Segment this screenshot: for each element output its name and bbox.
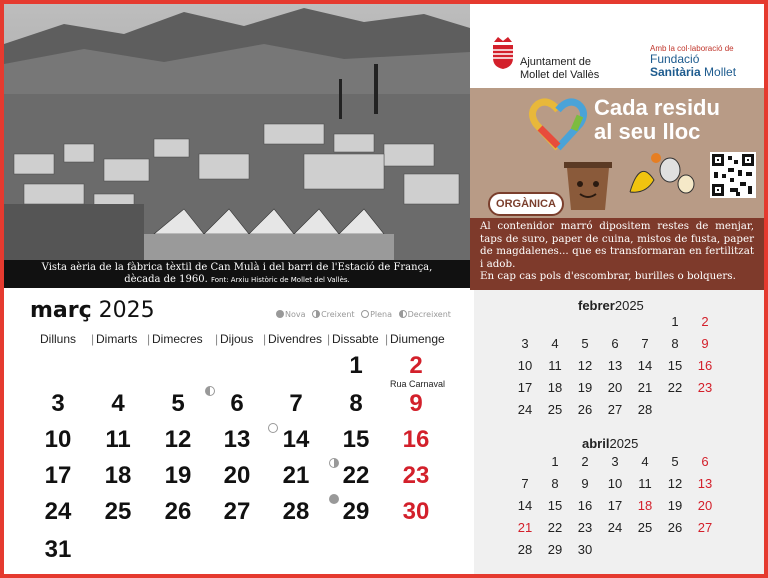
february-day[interactable]: 17 bbox=[517, 380, 533, 395]
february-day[interactable]: 23 bbox=[697, 380, 713, 395]
march-day[interactable]: 19 bbox=[164, 462, 192, 489]
recycling-panel bbox=[470, 88, 764, 218]
february-day[interactable]: 24 bbox=[517, 402, 533, 417]
march-day[interactable]: 14 bbox=[282, 426, 310, 453]
historical-photo bbox=[4, 4, 470, 288]
weekday-separator: | bbox=[147, 332, 151, 346]
april-day[interactable]: 18 bbox=[637, 498, 653, 513]
waxing-moon-icon bbox=[312, 310, 320, 318]
february-day[interactable]: 8 bbox=[671, 336, 679, 351]
recycle-heart-icon bbox=[528, 94, 588, 154]
april-day[interactable]: 9 bbox=[581, 476, 589, 491]
full-moon-icon bbox=[361, 310, 369, 318]
march-day[interactable]: 29 bbox=[342, 498, 370, 525]
weekday-2: Dimarts bbox=[96, 332, 138, 346]
april-day[interactable]: 11 bbox=[638, 476, 652, 491]
march-calendar bbox=[4, 290, 470, 574]
february-day[interactable]: 16 bbox=[697, 358, 713, 373]
april-day[interactable]: 22 bbox=[547, 520, 563, 535]
weekday-5: Divendres bbox=[268, 332, 323, 346]
moon-legend: Nova Creixent Plena Decreixent bbox=[276, 310, 455, 319]
recycling-warning: En cap cas pols d'escombrar, burilles o bolquers. bbox=[480, 270, 736, 282]
new-moon-icon bbox=[276, 310, 284, 318]
march-day[interactable]: 1 bbox=[349, 352, 363, 379]
recycling-title: Cada residu al seu lloc bbox=[594, 95, 720, 144]
february-day[interactable]: 12 bbox=[577, 358, 593, 373]
april-day[interactable]: 8 bbox=[551, 476, 559, 491]
waning-moon-icon bbox=[399, 310, 407, 318]
march-day[interactable]: 12 bbox=[164, 426, 192, 453]
weekday-1: Dilluns bbox=[40, 332, 77, 346]
february-day[interactable]: 22 bbox=[667, 380, 683, 395]
february-day[interactable]: 19 bbox=[577, 380, 593, 395]
food-waste-icon bbox=[620, 150, 700, 200]
april-day[interactable]: 2 bbox=[581, 454, 589, 469]
march-day[interactable]: 9 bbox=[409, 390, 423, 417]
mini-calendars bbox=[474, 290, 764, 574]
weekday-6: Dissabte bbox=[332, 332, 379, 346]
march-day[interactable]: 26 bbox=[164, 498, 192, 525]
march-day[interactable]: 15 bbox=[342, 426, 370, 453]
april-day[interactable]: 7 bbox=[521, 476, 529, 491]
april-day[interactable]: 30 bbox=[577, 542, 593, 557]
april-day[interactable]: 16 bbox=[577, 498, 593, 513]
april-day[interactable]: 4 bbox=[641, 454, 649, 469]
march-day[interactable]: 30 bbox=[402, 498, 430, 525]
weekday-separator: | bbox=[327, 332, 331, 346]
february-day[interactable]: 1 bbox=[671, 314, 679, 329]
april-day[interactable]: 27 bbox=[697, 520, 713, 535]
carnival-note: Rua Carnaval bbox=[390, 379, 446, 389]
march-day[interactable]: 7 bbox=[289, 390, 303, 417]
february-day[interactable]: 15 bbox=[667, 358, 683, 373]
organic-bin-icon bbox=[560, 154, 616, 212]
march-day[interactable]: 8 bbox=[349, 390, 363, 417]
february-day[interactable]: 2 bbox=[701, 314, 709, 329]
april-day[interactable]: 25 bbox=[637, 520, 653, 535]
photo-caption: Vista aèria de la fàbrica tèxtil de Can Mulà i del barri de l'Estació de França, dècada de 1960. Font: Arxiu Històric de Mollet del Vallès. bbox=[4, 260, 470, 288]
recycling-info bbox=[470, 218, 764, 290]
weekday-separator: | bbox=[263, 332, 267, 346]
qr-code-icon[interactable] bbox=[710, 152, 756, 198]
march-day[interactable]: 27 bbox=[223, 498, 251, 525]
april-day[interactable]: 24 bbox=[607, 520, 623, 535]
april-day[interactable]: 26 bbox=[667, 520, 683, 535]
april-day[interactable]: 6 bbox=[701, 454, 709, 469]
crest-icon bbox=[490, 36, 516, 70]
april-day[interactable]: 21 bbox=[517, 520, 533, 535]
april-day[interactable]: 12 bbox=[667, 476, 683, 491]
march-day[interactable]: 2 bbox=[409, 352, 423, 379]
february-day[interactable]: 27 bbox=[607, 402, 623, 417]
april-day[interactable]: 1 bbox=[551, 454, 559, 469]
april-day[interactable]: 28 bbox=[517, 542, 533, 557]
weekday-3: Dimecres bbox=[152, 332, 203, 346]
april-day[interactable]: 3 bbox=[611, 454, 619, 469]
new-moon-icon bbox=[268, 423, 278, 433]
waning-moon-icon bbox=[205, 386, 215, 396]
fundacio-logo: Amb la col·laboració de Fundació Sanitària Mollet bbox=[650, 44, 737, 79]
waxing-moon-icon bbox=[329, 458, 339, 468]
february-day[interactable]: 28 bbox=[637, 402, 653, 417]
march-day[interactable]: 17 bbox=[44, 462, 72, 489]
april-day[interactable]: 5 bbox=[671, 454, 679, 469]
february-day[interactable]: 3 bbox=[521, 336, 529, 351]
february-day[interactable]: 4 bbox=[551, 336, 559, 351]
march-day[interactable]: 31 bbox=[44, 536, 72, 563]
february-day[interactable]: 9 bbox=[701, 336, 709, 351]
march-day[interactable]: 25 bbox=[104, 498, 132, 525]
february-title: febrer2025 bbox=[578, 298, 644, 313]
march-day[interactable]: 6 bbox=[230, 390, 244, 417]
february-day[interactable]: 25 bbox=[547, 402, 563, 417]
march-day[interactable]: 20 bbox=[223, 462, 251, 489]
february-day[interactable]: 6 bbox=[611, 336, 619, 351]
march-day[interactable]: 23 bbox=[402, 462, 430, 489]
february-day[interactable]: 20 bbox=[607, 380, 623, 395]
april-day[interactable]: 29 bbox=[547, 542, 563, 557]
march-day[interactable]: 21 bbox=[282, 462, 310, 489]
april-day[interactable]: 14 bbox=[517, 498, 533, 513]
weekday-7: Diumenge bbox=[390, 332, 445, 346]
april-day[interactable]: 15 bbox=[547, 498, 563, 513]
april-day[interactable]: 13 bbox=[697, 476, 713, 491]
march-day[interactable]: 5 bbox=[171, 390, 185, 417]
february-day[interactable]: 13 bbox=[607, 358, 623, 373]
weekday-separator: | bbox=[91, 332, 95, 346]
february-day[interactable]: 5 bbox=[581, 336, 589, 351]
march-day[interactable]: 28 bbox=[282, 498, 310, 525]
february-day[interactable]: 11 bbox=[548, 358, 562, 373]
weekday-4: Dijous bbox=[220, 332, 254, 346]
february-day[interactable]: 10 bbox=[517, 358, 533, 373]
april-day[interactable]: 10 bbox=[607, 476, 623, 491]
weekday-separator: | bbox=[215, 332, 219, 346]
april-day[interactable]: 20 bbox=[697, 498, 713, 513]
sponsor-logos: Ajuntament de Mollet del Vallès Amb la col·laboració de Fundació Sanitària Mollet bbox=[470, 4, 764, 88]
april-day[interactable]: 23 bbox=[577, 520, 593, 535]
april-title: abril2025 bbox=[582, 436, 639, 451]
march-day[interactable]: 24 bbox=[44, 498, 72, 525]
march-day[interactable]: 10 bbox=[44, 426, 72, 453]
recycling-text: Al contenidor marró dipositem restes de menjar, taps de suro, paper de cuina, mistos de fusta, paper de magdalenes... que es transformaran en fertilitzat i adob. bbox=[480, 220, 754, 270]
april-day[interactable]: 17 bbox=[607, 498, 623, 513]
calendar-page bbox=[4, 4, 764, 574]
march-day[interactable]: 16 bbox=[402, 426, 430, 453]
february-day[interactable]: 14 bbox=[637, 358, 653, 373]
march-day[interactable]: 11 bbox=[105, 426, 131, 453]
march-day[interactable]: 18 bbox=[104, 462, 132, 489]
weekday-separator: | bbox=[385, 332, 389, 346]
march-day[interactable]: 13 bbox=[223, 426, 251, 453]
april-day[interactable]: 19 bbox=[667, 498, 683, 513]
photo-source: Font: Arxiu Històric de Mollet del Vallès. bbox=[210, 276, 350, 284]
full-moon-icon bbox=[329, 494, 339, 504]
march-day[interactable]: 3 bbox=[51, 390, 65, 417]
organic-badge: ORGÀNICA bbox=[488, 192, 564, 216]
march-day[interactable]: 4 bbox=[111, 390, 125, 417]
february-day[interactable]: 7 bbox=[641, 336, 649, 351]
month-title: març 2025 bbox=[30, 298, 155, 323]
february-day[interactable]: 18 bbox=[547, 380, 563, 395]
february-day[interactable]: 21 bbox=[637, 380, 653, 395]
march-day[interactable]: 22 bbox=[342, 462, 370, 489]
february-day[interactable]: 26 bbox=[577, 402, 593, 417]
